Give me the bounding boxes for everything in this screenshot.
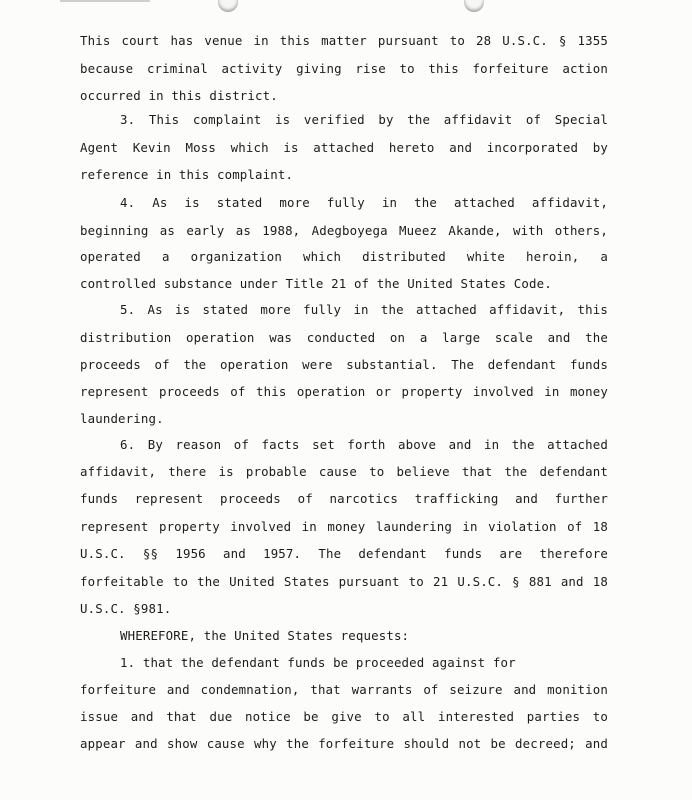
punch-hole-right xyxy=(464,0,484,12)
text-line: forfeitable to the United States pursuant to 21 U.S.C. § 881 and 18 xyxy=(80,574,608,589)
text-line: beginning as early as 1988, Adegboyega Mueez Akande, with others, xyxy=(80,223,608,238)
text-line: U.S.C. §981. xyxy=(80,601,172,616)
text-line: This court has venue in this matter pursuant to 28 U.S.C. § 1355 xyxy=(80,33,608,48)
text-line: affidavit, there is probable cause to believe that the defendant xyxy=(80,464,608,479)
text-line: proceeds of the operation were substantial. The defendant funds xyxy=(80,357,608,372)
text-line: laundering. xyxy=(80,411,164,426)
text-line: represent property involved in money laundering in violation of 18 xyxy=(80,519,608,534)
punch-hole-left xyxy=(218,0,238,12)
text-line: funds represent proceeds of narcotics trafficking and further xyxy=(80,491,608,506)
text-line: issue and that due notice be give to all interested parties to xyxy=(80,709,608,724)
text-line: occurred in this district. xyxy=(80,88,278,103)
text-line: 6. By reason of facts set forth above and in the attached xyxy=(120,437,608,452)
text-line: distribution operation was conducted on a large scale and the xyxy=(80,330,608,345)
text-line: 1. that the defendant funds be proceeded against for xyxy=(120,655,516,670)
text-line: 5. As is stated more fully in the attached affidavit, this xyxy=(120,302,608,317)
page-edge-mark xyxy=(60,0,150,2)
text-line: appear and show cause why the forfeiture should not be decreed; and xyxy=(80,736,608,751)
text-line: controlled substance under Title 21 of the United States Code. xyxy=(80,276,552,291)
text-line: forfeiture and condemnation, that warrants of seizure and monition xyxy=(80,682,608,697)
text-line: WHEREFORE, the United States requests: xyxy=(120,628,410,643)
text-line: represent proceeds of this operation or property involved in money xyxy=(80,384,608,399)
text-line: U.S.C. §§ 1956 and 1957. The defendant funds are therefore xyxy=(80,546,608,561)
text-line: operated a organization which distributed white heroin, a xyxy=(80,249,608,264)
text-line: reference in this complaint. xyxy=(80,167,294,182)
text-line: Agent Kevin Moss which is attached hereto and incorporated by xyxy=(80,140,608,155)
text-line: 3. This complaint is verified by the affidavit of Special xyxy=(120,112,608,127)
text-line: 4. As is stated more fully in the attached affidavit, xyxy=(120,195,608,210)
text-line: because criminal activity giving rise to this forfeiture action xyxy=(80,61,608,76)
